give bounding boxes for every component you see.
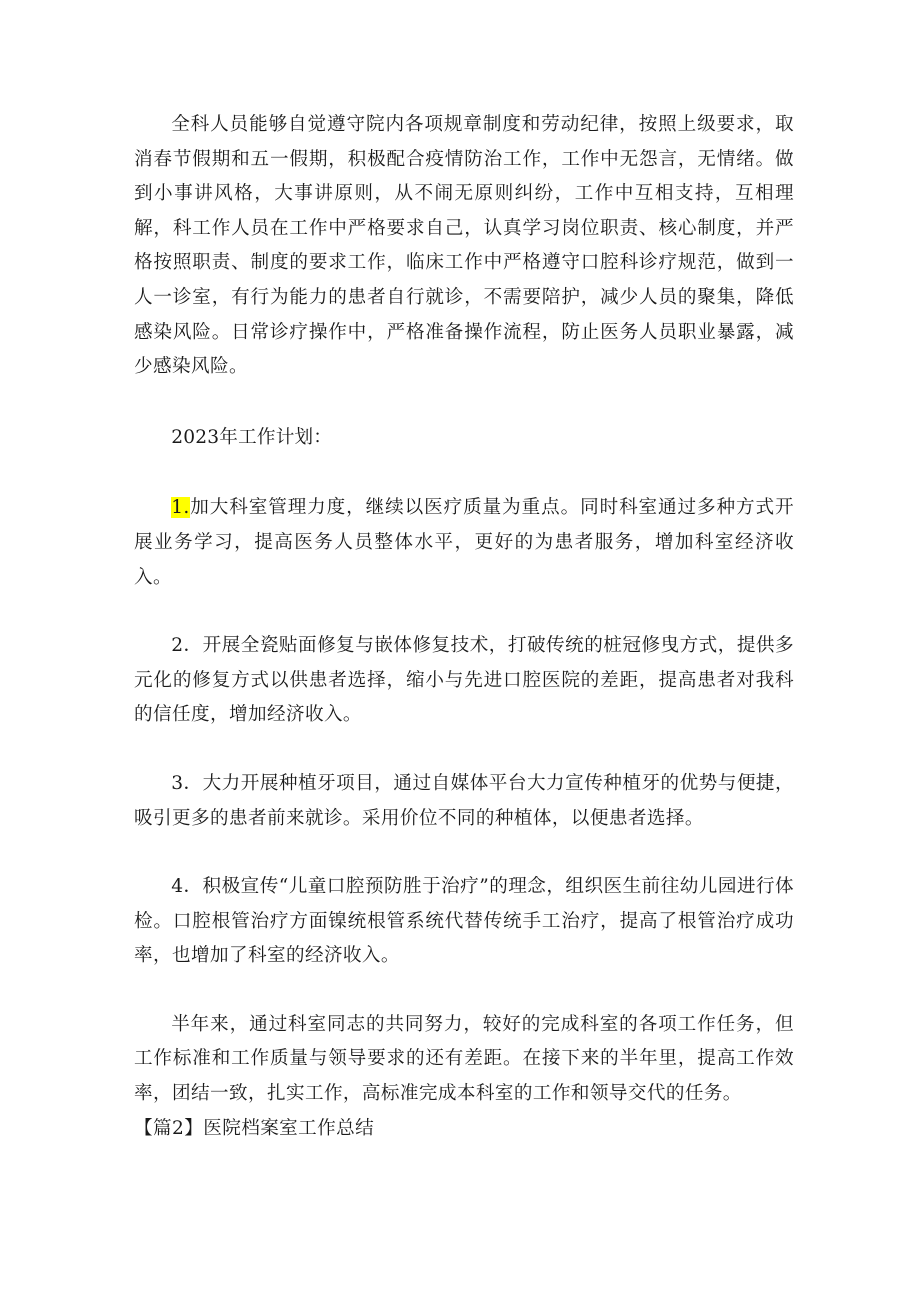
plan-item-1-text: 加大科室管理力度，继续以医疗质量为重点。同时科室通过多种方式开展业务学习，提高医务人员整体水平，更好的为患者服务，增加科室经济收入。 [134,497,794,588]
summary-paragraph: 半年来，通过科室同志的共同努力，较好的完成科室的各项工作任务，但工作标准和工作质量与领导要求的还有差距。在接下来的半年里，提高工作效率，团结一致，扎实工作，高标准完成本科室的工作和领导交代的任务。 [134,1013,794,1105]
plan-item-2: 2．开展全瓷贴面修复与嵌体修复技术，打破传统的桩冠修曳方式，提供多元化的修复方式以供患者选择，缩小与先进口腔医院的差距，提高患者对我科的信任度，增加经济收入。 [134,635,794,726]
plan-heading: 2023年工作计划： [171,426,333,448]
plan-item-1 [134,491,794,595]
spacer [134,455,794,491]
plan-item-3: 3．大力开展种植牙项目，通过自媒体平台大力宣传种植牙的优势与便捷，吸引更多的患者前来就诊。采用价位不同的种植体，以便患者选择。 [134,772,794,829]
spacer [134,836,794,870]
paragraph-discipline: 全科人员能够自觉遵守院内各项规章制度和劳动纪律，按照上级要求，取消春节假期和五一假期，积极配合疫情防治工作，工作中无怨言，无情绪。做到小事讲风格，大事讲原则，从不闹无原则纠纷，工作中互相支持，互相理解，科工作人员在工作中严格要求自己，认真学习岗位职责、核心制度，并严格按照职责、制度的要求工作，临床工作中严格遵守口腔科诊疗规范，做到一人一诊室，有行为能力的患者自行就诊，不需要陪护，减少人员的聚集，降低感染风险。日常诊疗操作中，严格准备操作流程，防止医务人员职业暴露，减少感染风险。 [134,114,794,378]
spacer [134,974,794,1008]
spacer [134,733,794,767]
plan-item-4: 4．积极宣传“儿童口腔预防胜于治疗”的理念，组织医生前往幼儿园进行体检。口腔根管治疗方面镍统根管系统代替传统手工治疗，提高了根管治疗成功率，也增加了科室的经济收入。 [134,876,794,967]
spacer [134,595,794,629]
highlighted-item-number: 1. [171,497,190,519]
next-section-title: 【篇2】医院档案室工作总结 [134,1117,375,1139]
spacer [134,385,794,421]
document-page [134,108,794,1146]
